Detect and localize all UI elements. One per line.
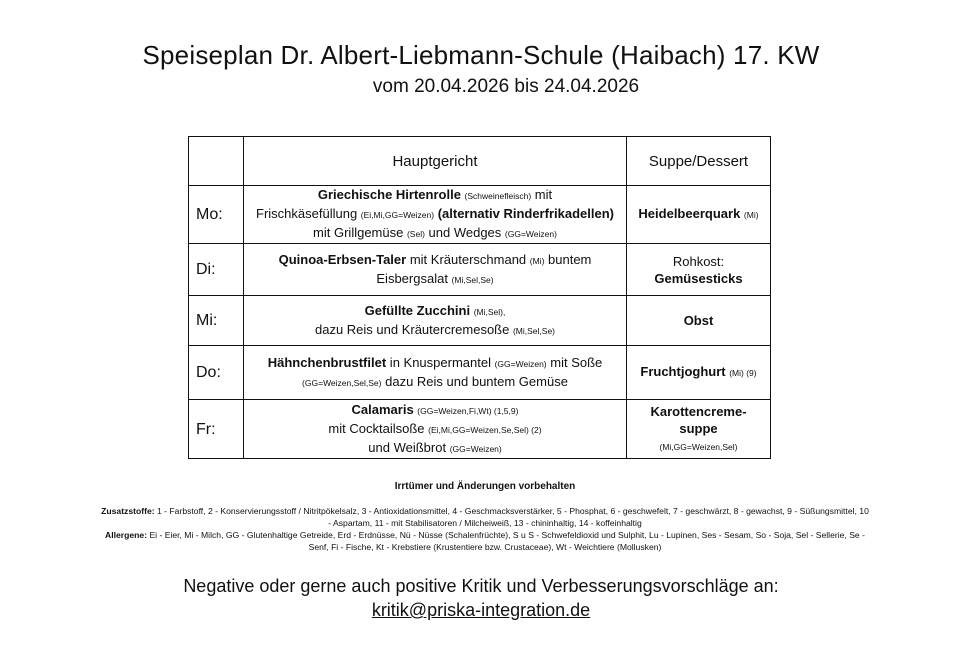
dish-text: und Wedges	[424, 225, 505, 240]
dish-text: Gemüsesticks	[654, 270, 743, 286]
allergen-note: (GG=Weizen,Sel,Se)	[302, 377, 382, 388]
allergen-note: (GG=Weizen)	[449, 443, 502, 454]
dish-text: und Weißbrot	[368, 439, 450, 455]
allergen-note: (Ei,Mi,GG=Weizen,Se,Sel) (2)	[428, 424, 542, 435]
allergens-label: Allergene:	[105, 530, 148, 540]
dish-text: Griechische Hirtenrolle	[317, 187, 465, 202]
allergen-note: (Sel)	[406, 229, 425, 239]
feedback-email-link[interactable]: kritik@priska-integration.de	[371, 600, 591, 620]
allergen-note: (Mi) (9)	[729, 368, 757, 378]
day-label: Do:	[189, 346, 244, 400]
cell-line	[631, 437, 766, 456]
disclaimer: Irrtümer und Änderungen vorbehalten	[394, 481, 576, 492]
dish-text: (alternativ Rinderfrikadellen)	[434, 206, 614, 221]
cell-line	[248, 270, 622, 289]
dish-text: Hähnchenbrustfilet	[267, 354, 387, 370]
dish-text: Calamaris	[351, 401, 418, 417]
day-label: Mi:	[189, 296, 244, 346]
cell-line	[248, 420, 622, 439]
dish-text: Quinoa-Erbsen-Taler	[278, 251, 407, 267]
allergen-note: (Schweinefleisch)	[464, 191, 532, 201]
dish-text: mit Soße	[546, 354, 603, 370]
menu-table	[188, 136, 771, 459]
cell-line	[631, 363, 766, 382]
cell-line	[248, 205, 622, 224]
dish-text: dazu Reis und buntem Gemüse	[381, 373, 568, 389]
table-row	[189, 186, 771, 244]
allergens-text: Ei - Eier, Mi - Milch, GG - Glutenhaltige Getreide, Erd - Erdnüsse, Nü - Nüsse (Schalenfrüchte), S u S - Schwefeldioxid und Sulphit, Lu - Lupinen, Ses - Sesam, So - Soja, Sel - Sellerie, Se - Senf, Fi - Fische, Kt - Krebstiere (Krustentiere bzw. Crustaceae), Wt - Weichtiere (Mollusken)	[147, 530, 865, 552]
main-dish-cell	[244, 346, 627, 400]
cell-line	[248, 354, 622, 373]
main-dish-cell	[244, 186, 627, 244]
additives-text: 1 - Farbstoff, 2 - Konservierungsstoff / Nitritpökelsalz, 3 - Antioxidationsmittel, 4 - Geschmacksverstärker, 5 - Phosphat, 6 - geschwefelt, 7 - geschwärzt, 8 - gewachst, 9 - Süßungsmittel, 10 - Aspartam, 11 - mit Stabilisatoren / Milcheiweiß, 13 - chininhaltig, 14 - koffeinhaltig	[154, 506, 869, 528]
cell-line	[248, 321, 622, 340]
cell-line	[631, 312, 766, 329]
date-range: vom 20.04.2026 bis 24.04.2026	[372, 76, 640, 97]
allergen-note: (GG=Weizen,Fi,Wt) (1,5,9)	[417, 405, 519, 416]
dessert-cell	[627, 296, 771, 346]
main-dish-cell	[244, 296, 627, 346]
additives-legend	[100, 505, 870, 529]
table-header-row	[189, 137, 771, 186]
table-row	[189, 296, 771, 346]
dish-text: mit Kräuterschmand	[406, 251, 530, 267]
main-dish-cell	[244, 244, 627, 296]
dish-text: mit Cocktailsoße	[328, 420, 429, 436]
table-row	[189, 244, 771, 296]
cell-line	[248, 373, 622, 392]
dish-text: Frischkäsefüllung	[256, 206, 361, 221]
dish-text: suppe	[679, 420, 718, 436]
cell-line	[248, 401, 622, 420]
dish-text: Heidelbeerquark	[638, 206, 744, 221]
dish-text: Karottencreme-	[650, 403, 747, 419]
allergen-note: (Mi,Sel),	[473, 306, 506, 317]
dish-text: Rohkost:	[672, 253, 725, 269]
day-label: Fr:	[189, 400, 244, 459]
dish-text: Eisbergsalat	[376, 270, 452, 286]
header-main-dish: Hauptgericht	[244, 137, 627, 186]
day-label: Di:	[189, 244, 244, 296]
dish-text: buntem	[544, 251, 592, 267]
legend	[100, 505, 870, 553]
dish-text: Fruchtjoghurt	[640, 364, 730, 379]
table-row	[189, 346, 771, 400]
dish-text: mit Grillgemüse	[313, 225, 407, 240]
dessert-cell	[627, 346, 771, 400]
cell-line	[248, 439, 622, 458]
page-title: Speiseplan Dr. Albert-Liebmann-Schule (Haibach) 17. KW	[142, 40, 820, 70]
dish-text: Gefüllte Zucchini	[364, 302, 474, 318]
dish-text: in Knuspermantel	[386, 354, 495, 370]
cell-line	[631, 403, 766, 420]
cell-line	[248, 186, 622, 205]
day-label: Mo:	[189, 186, 244, 244]
table-row	[189, 400, 771, 459]
cell-line	[248, 251, 622, 270]
dessert-cell	[627, 400, 771, 459]
dessert-cell	[627, 244, 771, 296]
allergen-note: (GG=Weizen)	[494, 358, 547, 369]
cell-line	[631, 420, 766, 437]
dish-text: mit	[531, 187, 553, 202]
dish-text: dazu Reis und Kräutercremesoße	[314, 321, 513, 337]
allergen-note: (Mi)	[529, 255, 545, 266]
header-day	[189, 137, 244, 186]
cell-line	[631, 270, 766, 287]
cell-line	[631, 253, 766, 270]
cell-line	[248, 302, 622, 321]
additives-label: Zusatzstoffe:	[101, 506, 155, 516]
allergen-note: (Mi)	[743, 210, 759, 220]
cell-line	[631, 205, 766, 224]
cell-line	[248, 224, 622, 243]
allergen-note: (GG=Weizen)	[504, 229, 557, 239]
allergen-note: (Ei,Mi,GG=Weizen)	[360, 210, 435, 220]
header-dessert: Suppe/Dessert	[627, 137, 771, 186]
allergens-legend	[100, 529, 870, 553]
allergen-note: (Mi,Sel,Se)	[512, 325, 556, 336]
allergen-note: (Mi,GG=Weizen,Sel)	[659, 441, 738, 452]
dessert-cell	[627, 186, 771, 244]
feedback-footer	[0, 574, 956, 622]
allergen-note: (Mi,Sel,Se)	[451, 274, 494, 285]
main-dish-cell	[244, 400, 627, 459]
feedback-text: Negative oder gerne auch positive Kritik und Verbesserungsvorschläge an:	[183, 576, 779, 596]
dish-text: Obst	[683, 313, 714, 328]
